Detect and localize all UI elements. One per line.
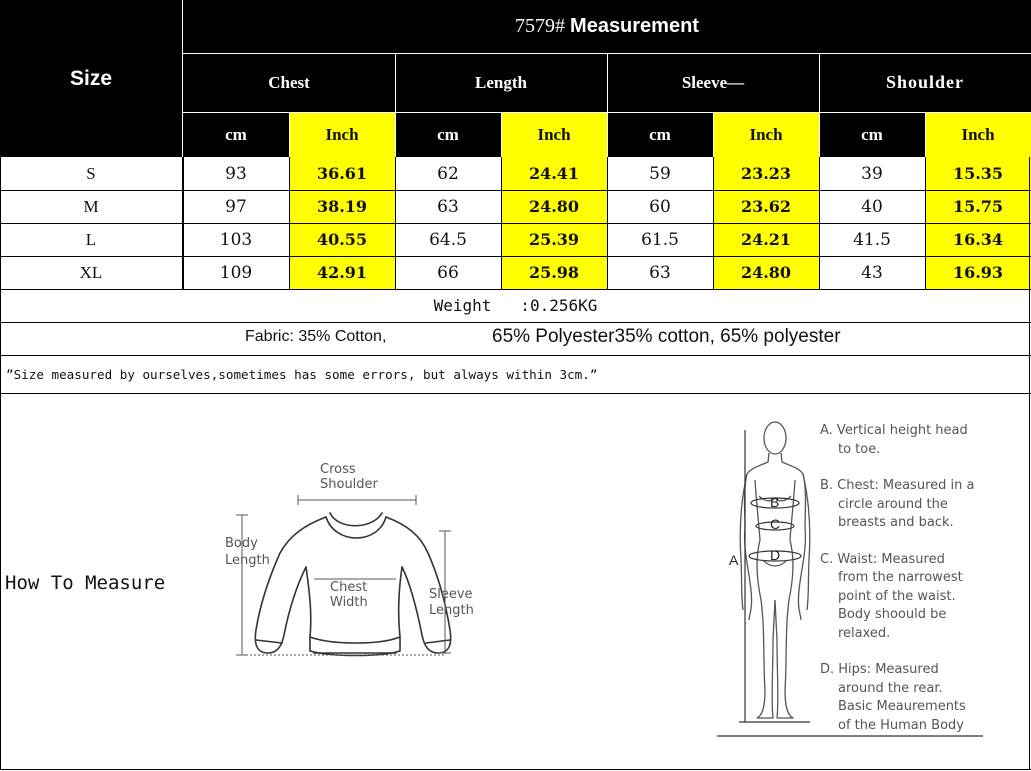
table-cell: 23.23 — [713, 157, 819, 190]
unit-header-cm: cm — [437, 125, 459, 144]
group-header-length: Length — [475, 72, 527, 92]
divider — [182, 157, 183, 289]
body-note-line: of the Human Body — [838, 717, 964, 733]
size-header — [0, 0, 182, 157]
table-cell: 39 — [861, 163, 883, 184]
body-note-c — [820, 551, 1025, 644]
sleeve-length-label: Sleeve — [429, 587, 473, 602]
table-cell: 24.80 — [713, 256, 819, 289]
unit-header-cm: cm — [861, 125, 883, 144]
divider — [0, 190, 1031, 191]
unit-header-cm: cm — [649, 125, 671, 144]
body-note-d — [820, 661, 1025, 735]
body-notes — [820, 422, 1025, 753]
group-header-shoulder: Shoulder — [885, 72, 965, 92]
fabric-row — [0, 322, 1031, 355]
table-cell: 24.41 — [501, 157, 607, 190]
table-cell: 25.39 — [501, 223, 607, 256]
weight-row — [0, 289, 1031, 322]
divider — [501, 113, 502, 157]
sleeve-length-label-2: Length — [429, 603, 474, 618]
body-note-a — [820, 422, 1025, 459]
letter-a: A — [729, 552, 739, 568]
divider — [713, 113, 714, 157]
body-note-line: breasts and back. — [838, 515, 954, 530]
body-length-label-2: Length — [225, 553, 270, 568]
body-note-line: D. Hips: Measured — [820, 662, 939, 677]
table-cell: 25.98 — [501, 256, 607, 289]
note-text: ”Size measured by ourselves,sometimes has some errors, but always within 3cm.” — [6, 367, 598, 382]
divider — [0, 256, 1031, 257]
group-header-sleeve: Sleeve— — [681, 72, 745, 92]
divider — [819, 157, 820, 289]
divider — [819, 53, 820, 157]
body-note-line: C. Waist: Measured — [820, 551, 945, 567]
table-cell: 60 — [649, 196, 671, 217]
chest-width-label-2: Width — [330, 595, 368, 610]
title-code: 7579# — [515, 15, 571, 37]
cross-shoulder-label: Cross — [320, 462, 356, 477]
divider — [0, 223, 1031, 224]
table-cell: 38.19 — [289, 190, 395, 223]
table-cell: 42.91 — [289, 256, 395, 289]
table-cell: 43 — [861, 262, 883, 283]
table-cell: 97 — [225, 196, 247, 217]
divider — [289, 157, 290, 289]
letter-b: B — [770, 494, 780, 510]
body-note-line: relaxed. — [838, 625, 891, 641]
fabric-left: Fabric: 35% Cotton, — [245, 328, 387, 345]
size-label: Size — [69, 66, 113, 90]
table-cell: 24.21 — [713, 223, 819, 256]
letter-d: D — [770, 547, 781, 563]
table-cell: 15.75 — [925, 190, 1031, 223]
table-cell: 64.5 — [429, 229, 467, 250]
divider — [607, 53, 608, 157]
table-cell: 36.61 — [289, 157, 395, 190]
fabric-right: 65% Polyester35% cotton, 65% polyester — [492, 326, 841, 347]
letter-c: C — [770, 516, 781, 532]
divider — [501, 157, 502, 289]
chest-width-label: Chest — [330, 580, 368, 595]
table-cell: 109 — [219, 262, 253, 283]
table-cell: 23.62 — [713, 190, 819, 223]
size-cell: S — [86, 163, 96, 183]
note-row — [0, 355, 1031, 393]
table-cell: 40.55 — [289, 223, 395, 256]
divider — [925, 113, 926, 157]
table-cell: 61.5 — [641, 229, 679, 250]
table-title — [183, 0, 1031, 53]
size-cell: XL — [79, 262, 103, 282]
table-cell: 59 — [649, 163, 671, 184]
title-word: Measurement — [570, 15, 699, 37]
table-cell: 40 — [861, 196, 883, 217]
table-cell: 16.93 — [925, 256, 1031, 289]
body-length-label: Body — [225, 536, 258, 551]
body-note-line: Body shoould be — [838, 607, 947, 622]
unit-header-inch: Inch — [713, 113, 819, 157]
body-note-line: Basic Meaurements — [838, 699, 966, 714]
body-note-line: point of the waist. — [838, 588, 956, 604]
divider — [925, 157, 926, 289]
table-cell: 62 — [437, 163, 459, 184]
body-note-line: A. Vertical height head — [820, 423, 968, 438]
cross-shoulder-label-2: Shoulder — [320, 477, 378, 492]
divider — [395, 53, 396, 157]
size-cell: L — [85, 229, 97, 249]
table-cell: 41.5 — [853, 229, 891, 250]
divider — [395, 157, 396, 289]
table-cell: 16.34 — [925, 223, 1031, 256]
how-to-measure-label: How To Measure — [5, 572, 166, 594]
table-cell: 24.80 — [501, 190, 607, 223]
body-note-line: around the rear. — [838, 680, 943, 696]
group-header-chest: Chest — [268, 72, 310, 92]
table-cell: 63 — [649, 262, 671, 283]
divider — [289, 113, 290, 157]
table-cell: 103 — [219, 229, 253, 250]
sweater-diagram — [220, 455, 500, 680]
table-cell: 15.35 — [925, 157, 1031, 190]
table-cell: 93 — [225, 163, 247, 184]
body-note-line: to toe. — [838, 441, 881, 457]
size-cell: M — [83, 196, 99, 216]
body-note-line: from the narrowest — [838, 570, 963, 585]
body-note-b — [820, 477, 1025, 533]
divider — [713, 157, 714, 289]
unit-header-inch: Inch — [501, 113, 607, 157]
table-cell: 63 — [437, 196, 459, 217]
divider — [182, 0, 183, 157]
body-note-line: B. Chest: Measured in a — [820, 478, 975, 493]
table-cell: 66 — [437, 262, 459, 283]
unit-header-cm: cm — [225, 125, 247, 144]
body-note-line: circle around the — [838, 496, 948, 512]
divider — [607, 157, 608, 289]
unit-header-inch: Inch — [289, 113, 395, 157]
weight-text: Weight :0.256KG — [433, 296, 598, 315]
divider — [183, 157, 184, 289]
unit-header-inch: Inch — [925, 113, 1031, 157]
page-title — [515, 15, 699, 38]
